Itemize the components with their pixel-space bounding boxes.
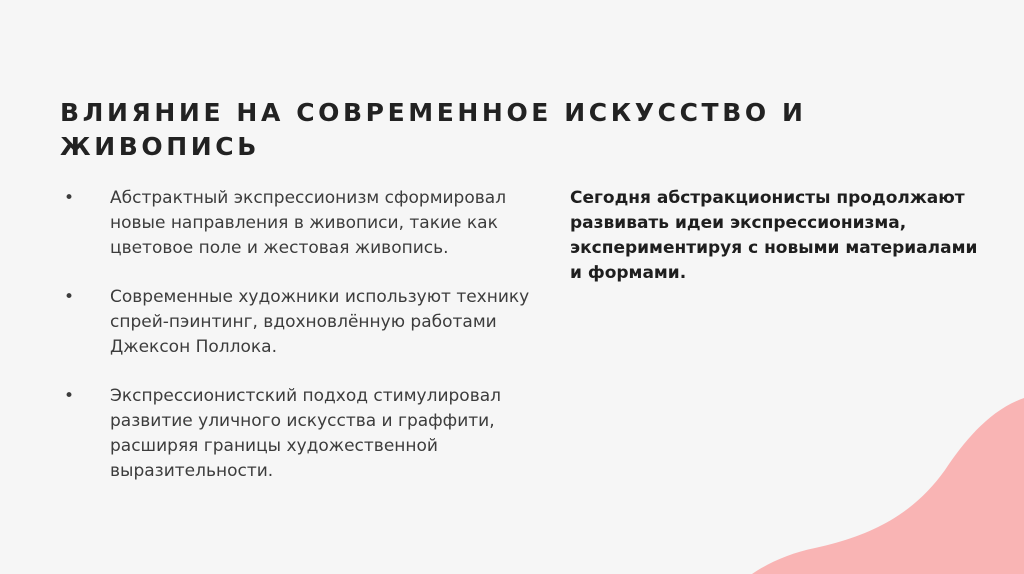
slide-title: ВЛИЯНИЕ НА СОВРЕМЕННОЕ ИСКУССТВО И ЖИВОПИСЬ (60, 98, 807, 161)
bullet-item (62, 384, 532, 484)
bullet-item (62, 186, 532, 261)
bullet-item (62, 285, 532, 360)
bullet-text: Современные художники используют технику спрей-пэинтинг, вдохновлённую работами Джексон Поллока. (110, 287, 530, 357)
bullet-marker: • (63, 188, 75, 208)
bullet-marker: • (63, 386, 75, 406)
bullet-text: Экспрессионистский подход стимулировал развитие уличного искусства и граффити, расширяя границы художественной выразительности. (110, 386, 501, 481)
bullet-text: Абстрактный экспрессионизм сформировал новые направления в живописи, такие как цветовое поле и жестовая живопись. (110, 188, 507, 258)
bullet-list (62, 186, 532, 484)
bullet-marker: • (63, 287, 75, 307)
highlight-paragraph: Сегодня абстракционисты продолжают развивать идеи экспрессионизма, экспериментируя с новыми материалами и формами. (570, 188, 978, 283)
